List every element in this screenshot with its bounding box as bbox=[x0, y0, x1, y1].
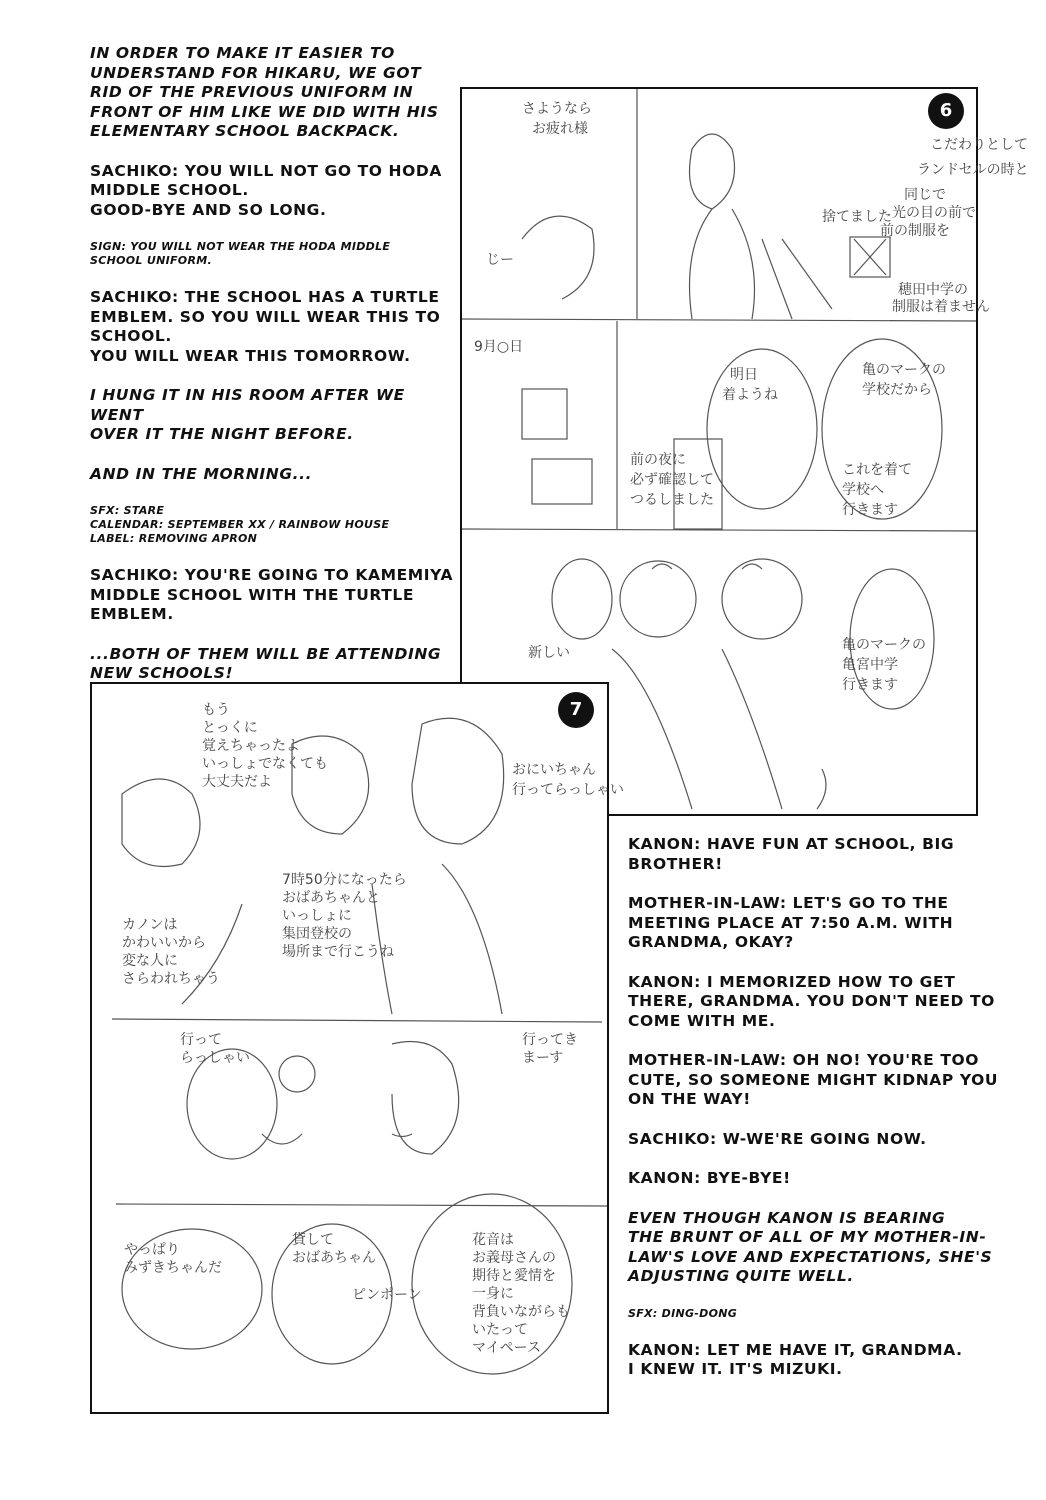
svg-text:おばあちゃん: おばあちゃん bbox=[292, 1250, 376, 1266]
svg-text:亀宮中学: 亀宮中学 bbox=[842, 657, 898, 673]
text-block-17: SFX: DING-DONG bbox=[628, 1306, 738, 1320]
text-block-15: KANON: BYE-BYE! bbox=[628, 1169, 791, 1187]
svg-text:一身に: 一身に bbox=[472, 1286, 514, 1302]
left-text-column bbox=[90, 44, 455, 704]
svg-text:お疲れ様: お疲れ様 bbox=[532, 121, 588, 137]
panel-6-japanese-text bbox=[474, 101, 1029, 693]
text-block-8: SACHIKO: YOU'RE GOING TO KAMEMIYA MIDDLE SCHOOL WITH THE TURTLE EMBLEM. bbox=[90, 566, 454, 623]
svg-text:行って: 行って bbox=[180, 1032, 222, 1048]
svg-text:お義母さんの: お義母さんの bbox=[472, 1250, 556, 1266]
svg-text:ピンポーン: ピンポーン bbox=[352, 1287, 422, 1303]
svg-text:カノンは: カノンは bbox=[122, 917, 178, 933]
text-block-11: MOTHER-IN-LAW: LET'S GO TO THE MEETING PLACE AT 7:50 A.M. WITH GRANDMA, OKAY? bbox=[628, 894, 954, 951]
text-block-10: KANON: HAVE FUN AT SCHOOL, BIG BROTHER! bbox=[628, 835, 955, 873]
text-block-13: MOTHER-IN-LAW: OH NO! YOU'RE TOO CUTE, SO SOMEONE MIGHT KIDNAP YOU ON THE WAY! bbox=[628, 1051, 999, 1108]
svg-text:集団登校の: 集団登校の bbox=[282, 926, 352, 942]
text-block-14: SACHIKO: W-WE'RE GOING NOW. bbox=[628, 1129, 927, 1148]
text-block-9: ...BOTH OF THEM WILL BE ATTENDING NEW SCHOOLS! bbox=[90, 644, 442, 682]
panel-number-badge: 7 bbox=[558, 692, 594, 728]
svg-text:同じで: 同じで bbox=[904, 187, 946, 203]
svg-text:背負いながらも: 背負いながらも bbox=[472, 1304, 570, 1320]
svg-text:いっしょでなくても: いっしょでなくても bbox=[202, 756, 328, 772]
panel-7-japanese-text bbox=[122, 702, 624, 1356]
svg-text:穂田中学の: 穂田中学の bbox=[898, 282, 968, 298]
text-block-6: AND IN THE MORNING... bbox=[90, 464, 313, 483]
svg-text:学校へ: 学校へ bbox=[842, 482, 884, 498]
panel-7-sketch bbox=[92, 684, 624, 1412]
svg-text:みずきちゃんだ: みずきちゃんだ bbox=[124, 1260, 222, 1276]
text-block-5: I HUNG IT IN HIS ROOM AFTER WE WENT OVER IT THE NIGHT BEFORE. bbox=[90, 386, 405, 443]
svg-text:明日: 明日 bbox=[730, 367, 758, 383]
svg-text:制服は着ません: 制服は着ません bbox=[892, 299, 990, 315]
svg-text:前の夜に: 前の夜に bbox=[630, 452, 686, 468]
svg-text:さらわれちゃう: さらわれちゃう bbox=[122, 971, 220, 987]
svg-text:行きます: 行きます bbox=[842, 502, 898, 518]
text-block-12: KANON: I MEMORIZED HOW TO GET THERE, GRANDMA. YOU DON'T NEED TO COME WITH ME. bbox=[628, 972, 995, 1030]
svg-text:覚えちゃったよ: 覚えちゃったよ bbox=[202, 738, 300, 754]
svg-text:やっぱり: やっぱり bbox=[124, 1242, 180, 1258]
svg-text:7時50分になったら: 7時50分になったら bbox=[282, 872, 407, 888]
svg-text:期待と愛情を: 期待と愛情を bbox=[472, 1268, 556, 1284]
svg-text:捨てました: 捨てました bbox=[822, 209, 892, 225]
svg-text:変な人に: 変な人に bbox=[122, 953, 178, 969]
svg-text:学校だから: 学校だから bbox=[862, 382, 932, 398]
text-block-3: SIGN: YOU WILL NOT WEAR THE HODA MIDDLE SCHOOL UNIFORM. bbox=[90, 240, 391, 267]
svg-text:いたって: いたって bbox=[472, 1322, 528, 1338]
right-text-column bbox=[628, 835, 1028, 1400]
svg-text:もう: もう bbox=[202, 702, 230, 718]
svg-text:つるしました: つるしました bbox=[630, 492, 714, 508]
svg-text:かわいいから: かわいいから bbox=[122, 935, 206, 951]
svg-text:じー: じー bbox=[486, 252, 514, 268]
text-block-7: SFX: STARE CALENDAR: SEPTEMBER XX / RAINBOW HOUSE LABEL: REMOVING APRON bbox=[90, 504, 390, 545]
svg-text:行ってらっしゃい: 行ってらっしゃい bbox=[512, 782, 624, 798]
svg-text:光の目の前で: 光の目の前で bbox=[892, 205, 976, 221]
svg-text:行きます: 行きます bbox=[842, 677, 898, 693]
svg-text:貸して: 貸して bbox=[292, 1232, 334, 1248]
svg-text:新しい: 新しい bbox=[528, 645, 570, 661]
svg-text:ランドセルの時と: ランドセルの時と bbox=[917, 162, 1029, 178]
svg-text:大丈夫だよ: 大丈夫だよ bbox=[202, 774, 272, 790]
svg-text:おにいちゃん: おにいちゃん bbox=[512, 762, 596, 778]
svg-text:これを着て: これを着て bbox=[842, 462, 912, 478]
svg-text:9月○日: 9月○日 bbox=[474, 339, 524, 355]
svg-text:いっしょに: いっしょに bbox=[282, 908, 352, 924]
svg-text:こだわりとして: こだわりとして bbox=[930, 137, 1028, 153]
svg-text:場所まで行こうね: 場所まで行こうね bbox=[282, 944, 394, 960]
svg-text:行ってき: 行ってき bbox=[522, 1032, 578, 1048]
panel-number-badge: 6 bbox=[928, 93, 964, 129]
svg-text:必ず確認して: 必ず確認して bbox=[630, 472, 714, 488]
svg-text:着ようね: 着ようね bbox=[722, 387, 778, 403]
text-block-1: IN ORDER TO MAKE IT EASIER TO UNDERSTAND FOR HIKARU, WE GOT RID OF THE PREVIOUS UNIFORM IN FRONT OF HIM LIKE WE DID WITH HIS ELEMENTARY SCHOOL BACKPACK. bbox=[90, 44, 439, 140]
svg-text:マイペース: マイペース bbox=[472, 1340, 542, 1356]
svg-text:とっくに: とっくに bbox=[202, 720, 258, 736]
text-block-2: SACHIKO: YOU WILL NOT GO TO HODA MIDDLE SCHOOL. GOOD-BYE AND SO LONG. bbox=[90, 161, 442, 219]
svg-text:らっしゃい: らっしゃい bbox=[180, 1050, 250, 1066]
text-block-16: EVEN THOUGH KANON IS BEARING THE BRUNT OF ALL OF MY MOTHER-IN- LAW'S LOVE AND EXPECTATIONS, SHE'S ADJUSTING QUITE WELL. bbox=[628, 1208, 993, 1285]
svg-text:まーす: まーす bbox=[522, 1050, 564, 1066]
svg-text:前の制服を: 前の制服を bbox=[880, 223, 950, 239]
svg-text:さようなら: さようなら bbox=[522, 101, 592, 117]
svg-text:おばあちゃんと: おばあちゃんと bbox=[282, 890, 380, 906]
sketch-panel-7 bbox=[90, 682, 624, 1414]
svg-text:亀のマークの: 亀のマークの bbox=[862, 362, 946, 378]
svg-text:花音は: 花音は bbox=[472, 1232, 514, 1248]
text-block-4: SACHIKO: THE SCHOOL HAS A TURTLE EMBLEM. SO YOU WILL WEAR THIS TO SCHOOL. YOU WILL WEAR THIS TOMORROW. bbox=[90, 288, 441, 365]
svg-text:亀のマークの: 亀のマークの bbox=[842, 637, 926, 653]
text-block-18: KANON: LET ME HAVE IT, GRANDMA. I KNEW IT. IT'S MIZUKI. bbox=[628, 1340, 963, 1378]
